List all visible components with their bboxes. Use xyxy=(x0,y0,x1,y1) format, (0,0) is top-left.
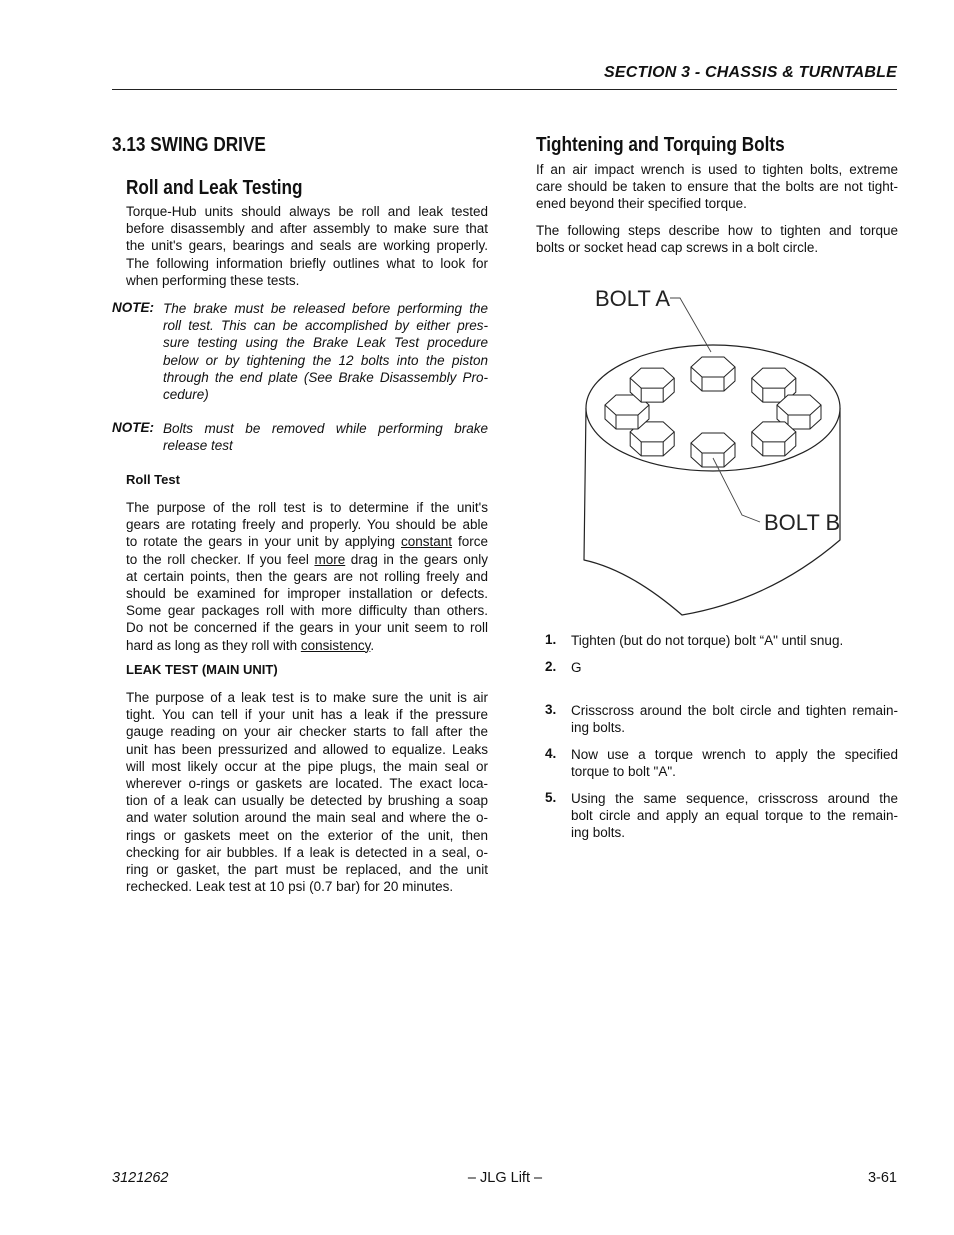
bolt-a-leader-line xyxy=(670,298,711,352)
hex-bolt-head xyxy=(752,422,796,456)
hex-bolt-head xyxy=(691,433,735,467)
step-number: 2. xyxy=(545,659,557,674)
impact-wrench-paragraph: If an air impact wrench is used to tighten bolts, extreme care should be taken to ensure that the bolts are not tight- ened beyond their specified torque. xyxy=(536,162,898,212)
step-4-text: Now use a torque wrench to apply the specified torque to bolt "A". xyxy=(571,747,898,780)
intro-paragraph: Torque-Hub units should always be roll and leak tested before disassembly and after assembly to make sure that the unit's gears, bearings and seals are working properly. The following information briefly outlines what to look for when performing these tests. xyxy=(126,204,488,288)
step-number: 3. xyxy=(545,702,557,717)
bolt-a-label: BOLT A xyxy=(595,286,671,311)
step-1-text: Tighten (but do not torque) bolt “A" until snug. xyxy=(571,633,844,648)
hex-bolt-head xyxy=(691,357,735,391)
tightening-heading: Tightening and Torquing Bolts xyxy=(536,134,785,156)
header-rule xyxy=(112,89,897,90)
bolt-circle-figure xyxy=(570,270,870,620)
section-header-title: SECTION 3 - CHASSIS & TURNTABLE xyxy=(603,64,897,81)
leak-test-paragraph: The purpose of a leak test is to make sure the unit is air tight. You can tell if your unit has a leak if the pressure gauge reading on your air checker starts to fall after the unit has been pressurized and allowed to equalize. Leaks will most likely occur at the pipe plugs, the main seal or wherever o-rings or gaskets are located. The exact loca- tion of a leak can usually be detected by brushing a soap and water solution around the main seal and where the o- rings or gaskets meet on the exterior of the unit, then checking for air bubbles. If a leak is detected in a seal, o- ring or gasket, the part must be replaced, and the unit rechecked. Leak test at 10 psi (0.7 bar) for 20 minutes. xyxy=(126,690,488,895)
step-2-text: G xyxy=(571,660,582,675)
bolt-circle-paragraph: The following steps describe how to tighten and torque bolts or socket head cap screws in a bolt circle. xyxy=(536,223,898,256)
footer-center-text: – JLG Lift – xyxy=(467,1170,543,1186)
underlined-term: constant xyxy=(400,534,453,550)
roll-test-paragraph: The purpose of the roll test is to determine if the unit's gears are rotating freely and properly. You should be able to rotate the gears in your unit by applying constant force to the roll checker. If you feel more drag in the gears only at certain points, then the gears are not rolling freely and should be examined for improper installation or defects. Some gear packages roll with more difficulty than others. Do not be concerned if the gears in your unit seem to roll hard as long as they roll with consistency. xyxy=(126,500,488,653)
bolt-b-label: BOLT B xyxy=(764,510,841,535)
footer-doc-number: 3121262 xyxy=(112,1170,169,1186)
hex-bolt-head xyxy=(630,368,674,402)
underlined-term: more xyxy=(314,551,346,567)
note-label: NOTE: xyxy=(112,420,154,435)
note-brake-release: The brake must be released before performing the roll test. This can be accomplished by either pres- sure testing using the Brake Leak Test procedure below or by tightening the 12 bolts into the piston through the end plate (See Brake Disassembly Pro- cedure) xyxy=(163,301,488,403)
footer-page-number: 3-61 xyxy=(867,1170,897,1186)
roll-test-heading: Roll Test xyxy=(126,472,180,487)
step-number: 1. xyxy=(545,632,557,647)
note-bolts-removed: Bolts must be removed while performing brake release test xyxy=(163,421,488,454)
step-5-text: Using the same sequence, crisscross around the bolt circle and apply an equal torque to the remain- ing bolts. xyxy=(571,791,898,841)
step-3-text: Crisscross around the bolt circle and tighten remain- ing bolts. xyxy=(571,703,898,736)
note-label: NOTE: xyxy=(112,300,154,315)
step-number: 5. xyxy=(545,790,557,805)
section-heading: 3.13 SWING DRIVE xyxy=(112,134,266,156)
leak-test-heading: LEAK TEST (MAIN UNIT) xyxy=(126,662,278,677)
underlined-term: consistency xyxy=(300,637,371,653)
roll-leak-heading: Roll and Leak Testing xyxy=(126,177,303,199)
step-number: 4. xyxy=(545,746,557,761)
